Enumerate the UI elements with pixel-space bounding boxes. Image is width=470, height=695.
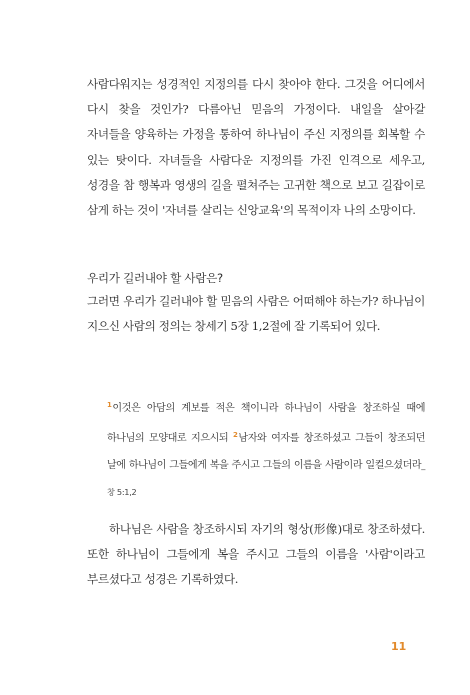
section-heading: 우리가 길러내야 할 사람은? [87, 271, 223, 285]
body-paragraph-3 [87, 517, 425, 593]
body-paragraph-3-text: 하나님은 사람을 창조하시되 자기의 형상(形像)대로 창조하셨다. 또한 하나님이 그들에게 복을 주시고 그들의 이름을 '사람'이라고 부르셨다고 성경은 기록하였다. [87, 522, 425, 587]
verse-number-1: 1 [107, 401, 112, 409]
body-paragraph-2: 그러면 우리가 길러내야 할 믿음의 사람은 어떠해야 하는가? 하나님이 지으신 사람의 정의는 창세기 5장 1,2절에 잘 기록되어 있다. [87, 294, 425, 334]
verse-text-1: 이것은 아담의 계보를 적은 책이니라 하나님이 사람을 창조하실 때에 하나님의 모양대로 지으시되 [107, 403, 425, 444]
verse-number-2: 2 [233, 431, 238, 439]
scripture-quote [107, 392, 425, 506]
page-number: 11 [391, 640, 407, 653]
verse-text-2: 남자와 여자를 창조하셨고 그들이 창조되던 날에 하나님이 그들에게 복을 주시고 그들의 이름을 사람이라 일컬으셨더라 [107, 433, 425, 471]
scripture-source: _창 5:1,2 [107, 460, 425, 497]
body-paragraph-1: 사람다워지는 성경적인 지정의를 다시 찾아야 한다. 그것을 어디에서 다시 찾을 것인가? 다름아닌 믿음의 가정이다. 내일을 살아갈 자녀들을 양육하는 가정을 통하여 하나님이 주신 지정의를 회복할 수 있는 탓이다. 자녀들을 사람다운 지정의를 가진 인격으로 세우고, 성경을 참 행복과 영생의 길을 펼쳐주는 고귀한 책으로 보고 길잡이로 삼게 하는 것이 '자녀를 살리는 신앙교육'의 목적이자 나의 소망이다. [87, 77, 425, 218]
